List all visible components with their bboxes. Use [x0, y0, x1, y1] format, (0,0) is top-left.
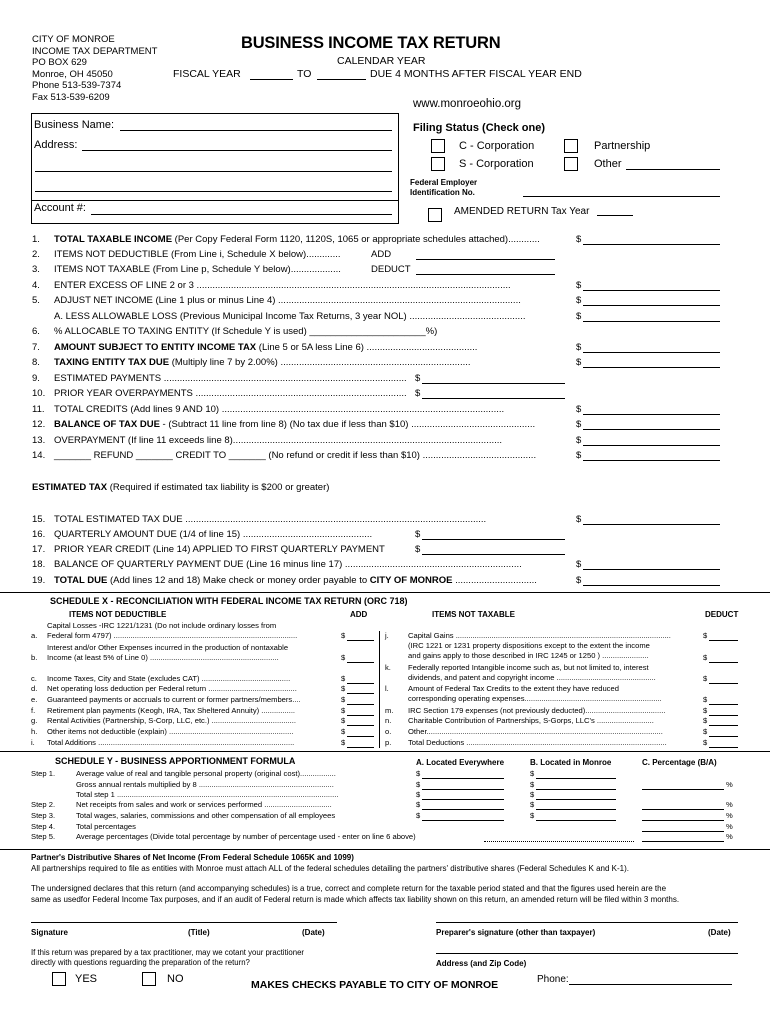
dollar-sign: $: [341, 716, 346, 725]
schedule-x-key: m.: [385, 706, 394, 715]
dollar-sign: $: [341, 727, 346, 736]
dollar-sign: $: [530, 780, 535, 789]
schedule-x-key: h.: [31, 727, 38, 736]
fiscal-year-label: FISCAL YEAR: [173, 68, 241, 80]
schedule-x-deduct-field[interactable]: [709, 640, 738, 641]
line-amount-field[interactable]: [583, 244, 720, 245]
dollar-sign: $: [416, 769, 421, 778]
schedule-y-item: Total step 1 .........................................................................................................: [76, 790, 339, 799]
line-19-field[interactable]: [583, 585, 720, 586]
col-c-header: C. Percentage (B/A): [642, 758, 717, 767]
schedule-x-key: p.: [385, 738, 392, 747]
line-operation: DEDUCT: [371, 264, 411, 275]
fiscal-year-end-field[interactable]: [317, 79, 366, 80]
partnership-label: Partnership: [594, 140, 651, 152]
schedule-x-item: Interest and/or Other Expenses incurred in the production of nontaxable: [47, 643, 289, 652]
schedule-x-item: Income (at least 5% of Line 0) .............................................................: [47, 653, 279, 662]
business-name-label: Business Name:: [34, 119, 115, 131]
preparer-signature-label: Preparer's signature (other than taxpayer): [436, 928, 596, 937]
percent-sign: %: [726, 811, 733, 820]
city-name: CITY OF MONROE: [32, 34, 115, 45]
col-b-header: B. Located in Monroe: [530, 758, 612, 767]
line-amount-field[interactable]: [583, 429, 720, 430]
dollar-sign: $: [703, 695, 708, 704]
line-amount-field[interactable]: [583, 305, 720, 306]
line-16-desc: QUARTERLY AMOUNT DUE (1/4 of line 15) .................................................: [54, 529, 373, 540]
schedule-x-item: Other items not deductible (explain) ...........................................................: [47, 727, 294, 736]
schedule-x-item: Rental Activities (Partnership, S-Corp, LLC, etc.) ........................................: [47, 716, 296, 725]
address-label: Address:: [34, 139, 78, 151]
line-amount-field[interactable]: [583, 445, 720, 446]
dollar-sign: $: [703, 716, 708, 725]
line-amount-field[interactable]: [583, 290, 720, 291]
schedule-x-key: j.: [385, 631, 389, 640]
percentage-field[interactable]: [642, 831, 724, 832]
located-in-monroe-field[interactable]: [536, 789, 616, 790]
schedule-x-divider: [379, 631, 380, 748]
city-state-zip: Monroe, OH 45050: [32, 68, 113, 80]
dept-name: INCOME TAX DEPARTMENT: [32, 45, 158, 57]
line-amount-field[interactable]: [583, 352, 720, 353]
schedule-x-item: Federal form 4797) .......................................................................................: [47, 631, 298, 640]
partner-shares-title: Partner's Distributive Shares of Net Income (From Federal Schedule 1065K and 1099): [31, 853, 354, 862]
amended-checkbox[interactable]: [428, 208, 442, 222]
yes-label: YES: [75, 973, 98, 985]
line-amount-field[interactable]: [422, 383, 565, 384]
schedule-x-deduct-field[interactable]: [709, 747, 738, 748]
fein-field[interactable]: [523, 196, 720, 197]
line-operation: ADD: [371, 249, 392, 260]
line-description: ENTER EXCESS OF LINE 2 or 3 .......................................................................................................................: [54, 280, 511, 291]
line-number: 10.: [32, 388, 46, 399]
schedule-x-item: Total Additions .............................................................................................: [47, 738, 295, 747]
dollar-sign: $: [416, 811, 421, 820]
schedule-x-key: c.: [31, 674, 37, 683]
located-in-monroe-field[interactable]: [536, 820, 616, 821]
line-number: 5.: [32, 295, 40, 306]
line-number: 13.: [32, 435, 46, 446]
percent-sign: %: [726, 800, 733, 809]
schedule-y-item: Average value of real and tangible personal property (original cost).................: [76, 769, 336, 778]
dollar-sign: $: [341, 695, 346, 704]
line-description: A. LESS ALLOWABLE LOSS (Previous Municipal Income Tax Returns, 3 year NOL) ............................................: [54, 311, 526, 322]
line-number: 4.: [32, 280, 40, 291]
located-everywhere-field[interactable]: [422, 789, 504, 790]
department-address: [32, 34, 157, 103]
located-in-monroe-field[interactable]: [536, 799, 616, 800]
dollar-sign: $: [703, 631, 708, 640]
percentage-field[interactable]: [642, 809, 724, 810]
schedule-x-item: dividends, and patent and copyright income ...............................................: [408, 673, 656, 682]
dollar-sign: $: [703, 706, 708, 715]
line-description: TOTAL TAXABLE INCOME (Per Copy Federal Form 1120, 1120S, 1065 or appropriate schedules attached)............: [54, 234, 540, 245]
dollar-sign: $: [703, 727, 708, 736]
deduct-header: DEDUCT: [705, 610, 739, 619]
line-description: OVERPAYMENT (If line 11 exceeds line 8)......................................................................................................: [54, 435, 503, 446]
dollar-sign: $: [576, 357, 582, 368]
calendar-year: CALENDAR YEAR: [337, 55, 426, 67]
s-corp-label: S - Corporation: [459, 158, 534, 170]
schedule-x-deduct-field[interactable]: [709, 683, 738, 684]
line-description: TAXING ENTITY TAX DUE (Multiply line 7 by 2.00%) ........................................................................: [54, 357, 471, 368]
dollar-sign: $: [416, 800, 421, 809]
partner-shares-text: All partnerships required to file as entities with Monroe must attach ALL of the federal schedules detailing the partners' distributive shares (Federal Schedules K and K-1).: [31, 864, 629, 873]
line-number: 9.: [32, 373, 40, 384]
dollar-sign: $: [341, 706, 346, 715]
schedule-x-key: o.: [385, 727, 392, 736]
percentage-field[interactable]: [642, 789, 724, 790]
dollar-sign: $: [530, 811, 535, 820]
schedule-x-key: l.: [385, 684, 389, 693]
schedule-x-item: IRC Section 179 expenses (not previously deducted)......................................: [408, 706, 666, 715]
dotted-leader: [484, 841, 634, 842]
dollar-sign: $: [530, 769, 535, 778]
schedule-x-item: Federally reported Intangible income such as, but not limited to, interest: [408, 663, 649, 672]
located-in-monroe-field[interactable]: [536, 778, 616, 779]
schedule-x-key: k.: [385, 663, 391, 672]
signature-label: Signature: [31, 928, 68, 937]
line-description: % ALLOCABLE TO TAXING ENTITY (If Schedule Y is used) ______________________%): [54, 326, 438, 337]
to-label: TO: [297, 68, 312, 80]
dollar-sign: $: [415, 373, 421, 384]
other-field[interactable]: [626, 169, 720, 170]
col-a-header: A. Located Everywhere: [416, 758, 505, 767]
form-title: BUSINESS INCOME TAX RETURN: [241, 34, 501, 52]
line-description: BALANCE OF TAX DUE - (Subtract 11 line from line 8) (No tax due if less than $10) ...............................................: [54, 419, 536, 430]
schedule-y-step: Step 4.: [31, 822, 56, 831]
schedule-x-deduct-field[interactable]: [709, 736, 738, 737]
schedule-x-item: Net operating loss deduction per Federal return ..........................................: [47, 684, 297, 693]
schedule-x-key: d.: [31, 684, 38, 693]
schedule-x-title: SCHEDULE X - RECONCILIATION WITH FEDERAL INCOME TAX RETURN (ORC 718): [50, 596, 408, 606]
add-header: ADD: [350, 610, 368, 619]
percent-sign: %: [726, 832, 733, 841]
filing-status-title: Filing Status (Check one): [413, 122, 546, 134]
line-description: ITEMS NOT TAXABLE (From Line p, Schedule Y below)...................: [54, 264, 341, 275]
dollar-sign: $: [530, 800, 535, 809]
dollar-sign: $: [576, 311, 582, 322]
line-number: 14.: [32, 450, 46, 461]
schedule-y-rule: [0, 751, 770, 752]
line-16-field[interactable]: [422, 539, 565, 540]
schedule-x-add-field[interactable]: [347, 715, 374, 716]
account-number-field[interactable]: [91, 214, 392, 215]
schedule-x-add-field[interactable]: [347, 736, 374, 737]
line-number: 2.: [32, 249, 40, 260]
address-line-1-field[interactable]: [82, 150, 392, 151]
dollar-sign: $: [530, 790, 535, 799]
line-amount-field[interactable]: [422, 398, 565, 399]
dollar-sign: $: [576, 419, 582, 430]
preparer-date-label: (Date): [708, 928, 731, 937]
declaration-line-2: same as usedfor Federal Income Tax purposes, and if an audit of Federal return is made which affects tax liability shown on this return, an amended return will be filed within 3 months.: [31, 895, 680, 904]
schedule-x-item: Income Taxes, City and State (excludes CAT) ..........................................: [47, 674, 291, 683]
schedule-x-item: corresponding operating expenses.................................................................: [408, 694, 662, 703]
dollar-sign: $: [703, 738, 708, 747]
preparer-phone-field[interactable]: [569, 984, 732, 985]
phone-label: Phone:: [537, 974, 569, 985]
dollar-sign: $: [576, 342, 582, 353]
s-corp-checkbox[interactable]: [431, 157, 445, 171]
line-number: 12.: [32, 419, 46, 430]
line-17-field[interactable]: [422, 554, 565, 555]
partnership-checkbox[interactable]: [564, 139, 578, 153]
schedule-y-item: Total percentages: [76, 822, 136, 831]
other-checkbox[interactable]: [564, 157, 578, 171]
fiscal-year-start-field[interactable]: [250, 79, 293, 80]
located-everywhere-field[interactable]: [422, 778, 504, 779]
footer-rule: [0, 849, 770, 850]
schedule-x-add-field[interactable]: [347, 747, 374, 748]
dollar-sign: $: [703, 674, 708, 683]
no-label: NO: [167, 973, 184, 985]
schedule-y-step: Step 1.: [31, 769, 56, 778]
due-note: DUE 4 MONTHS AFTER FISCAL YEAR END: [370, 68, 582, 80]
schedule-x-add-field[interactable]: [347, 662, 374, 663]
line-amount-field[interactable]: [583, 414, 720, 415]
schedule-x-add-field[interactable]: [347, 725, 374, 726]
dollar-sign: $: [415, 388, 421, 399]
schedule-x-add-field[interactable]: [347, 683, 374, 684]
schedule-y-step: Step 3.: [31, 811, 56, 820]
address-line-2-field[interactable]: [35, 171, 392, 172]
items-not-deductible-header: ITEMS NOT DEDUCTIBLE: [69, 610, 167, 619]
line-15-field[interactable]: [583, 524, 720, 525]
schedule-x-add-field[interactable]: [347, 640, 374, 641]
schedule-x-key: a.: [31, 631, 38, 640]
schedule-y-step: Step 5.: [31, 832, 56, 841]
amended-label: AMENDED RETURN Tax Year: [454, 206, 590, 217]
schedule-x-item: Capital Gains ......................................................................................................: [408, 631, 671, 640]
c-corp-label: C - Corporation: [459, 140, 535, 152]
schedule-x-add-field[interactable]: [347, 693, 374, 694]
practitioner-question-2: directly with questions reguarding the preparation of the return?: [31, 958, 250, 967]
yes-checkbox[interactable]: [52, 972, 66, 986]
address-line-3-field[interactable]: [35, 191, 392, 192]
dollar-sign: $: [341, 631, 346, 640]
schedule-x-item: Charitable Contribution of Partnerships, S-Gorps, LLC's ...........................: [408, 716, 654, 725]
line-number: 7.: [32, 342, 40, 353]
dollar-sign: $: [576, 234, 582, 245]
dollar-sign: $: [576, 280, 582, 291]
percent-sign: %: [726, 780, 733, 789]
located-everywhere-field[interactable]: [422, 820, 504, 821]
schedule-x-key: e.: [31, 695, 38, 704]
schedule-x-deduct-field[interactable]: [709, 704, 738, 705]
website: www.monroeohio.org: [413, 98, 522, 110]
checks-payable-note: MAKES CHECKS PAYABLE TO CITY OF MONROE: [251, 979, 499, 991]
schedule-y-title: SCHEDULE Y - BUSINESS APPORTIONMENT FORMULA: [55, 756, 296, 766]
dollar-sign: $: [341, 674, 346, 683]
schedule-y-item: Total wages, salaries, commissions and other compensation of all employees: [76, 811, 336, 820]
percentage-field[interactable]: [642, 820, 724, 821]
dollar-sign: $: [341, 738, 346, 747]
schedule-y-item: Average percentages (Divide total percentage by number of percentage used - enter on line 6 above): [76, 832, 416, 841]
line-number: 8.: [32, 357, 40, 368]
dollar-sign: $: [416, 780, 421, 789]
schedule-y-step: Step 2.: [31, 800, 56, 809]
schedule-x-deduct-field[interactable]: [709, 725, 738, 726]
account-label: Account #:: [34, 202, 86, 214]
line-amount-field[interactable]: [416, 259, 555, 260]
line-15-desc: TOTAL ESTIMATED TAX DUE ..................................................................................................................: [54, 514, 487, 525]
dollar-sign: $: [703, 653, 708, 662]
line-description: ESTIMATED PAYMENTS ............................................................................................: [54, 373, 407, 384]
fax-number: Fax 513-539-6209: [32, 91, 110, 103]
line-18-desc: BALANCE OF QUARTERLY PAYMENT DUE (Line 16 minus line 17) ...................................................................: [54, 559, 522, 570]
line-number: 11.: [32, 404, 45, 415]
schedule-x-deduct-field[interactable]: [709, 662, 738, 663]
preparer-signature-field[interactable]: [436, 922, 738, 923]
line-amount-field[interactable]: [583, 321, 720, 322]
estimated-tax-heading: ESTIMATED TAX (Required if estimated tax liability is $200 or greater): [32, 482, 330, 493]
schedule-x-item: Retirement plan payments (Keogh, IRA, Tax Sheltered Annuity) ................: [47, 706, 296, 715]
line-amount-field[interactable]: [416, 274, 555, 275]
line-17-desc: PRIOR YEAR CREDIT (Line 14) APPLIED TO FIRST QUARTERLY PAYMENT: [54, 544, 385, 555]
schedule-x-key: i.: [31, 738, 35, 747]
line-number: 6.: [32, 326, 40, 337]
percentage-field[interactable]: [642, 841, 724, 842]
schedule-x-item: Other................................................................................................................: [408, 727, 663, 736]
phone-number: Phone 513-539-7374: [32, 80, 122, 91]
amended-year-field[interactable]: [597, 215, 633, 216]
other-label: Other: [594, 158, 622, 170]
business-name-field[interactable]: [120, 130, 392, 131]
line-amount-field[interactable]: [583, 367, 720, 368]
schedule-y-item: Net receipts from sales and work or services performed ................................: [76, 800, 332, 809]
items-not-taxable-header: ITEMS NOT TAXABLE: [432, 610, 515, 619]
schedule-x-key: g.: [31, 716, 38, 725]
schedule-x-item: Guaranteed payments or accruals to current or former partners/members....: [47, 695, 301, 704]
line-description: AMOUNT SUBJECT TO ENTITY INCOME TAX (Line 5 or 5A less Line 6) ..........................................: [54, 342, 478, 353]
divider: [31, 200, 399, 201]
dollar-sign: $: [341, 653, 346, 662]
schedule-y-item: Gross annual rentals multiplied by 8 ................................................................: [76, 780, 334, 789]
dollar-sign: $: [576, 435, 582, 446]
schedule-x-item: Amount of Federal Tax Credits to the extent they have reduced: [408, 684, 619, 693]
line-description: TOTAL CREDITS (Add lines 9 AND 10) ...........................................................................................................: [54, 404, 505, 415]
dollar-sign: $: [576, 450, 582, 461]
schedule-x-deduct-field[interactable]: [709, 715, 738, 716]
po-box: PO BOX 629: [32, 57, 87, 68]
located-in-monroe-field[interactable]: [536, 809, 616, 810]
schedule-x-key: b.: [31, 653, 38, 662]
dollar-sign: $: [416, 790, 421, 799]
address-zip-label: Address (and Zip Code): [436, 959, 527, 968]
line-number: 3.: [32, 264, 40, 275]
dollar-sign: $: [576, 295, 582, 306]
schedule-x-item: Capital Losses -IRC 1221/1231 (Do not include ordinary losses from: [47, 621, 277, 630]
line-19-desc: TOTAL DUE (Add lines 12 and 18) Make check or money order payable to CITY OF MONROE ...............................: [54, 575, 537, 586]
c-corp-checkbox[interactable]: [431, 139, 445, 153]
line-15-num: 15.: [32, 514, 46, 525]
dollar-sign: $: [576, 404, 582, 415]
fein-label: Federal Employer Identification No.: [410, 178, 478, 197]
schedule-x-item: Total Deductions ...............................................................................................: [408, 738, 667, 747]
signature-date-label: (Date): [302, 928, 325, 937]
schedule-x-item: and gains apply to those described in IRC 1245 or 1250 ) ......................: [408, 651, 649, 660]
line-18-field[interactable]: [583, 569, 720, 570]
dollar-sign: $: [341, 684, 346, 693]
no-checkbox[interactable]: [142, 972, 156, 986]
schedule-x-rule: [0, 592, 770, 593]
schedule-x-item: (IRC 1221 or 1231 property dispositions except to the extent the income: [408, 641, 650, 650]
line-description: ITEMS NOT DEDUCTIBLE (From Line i, Schedule X below).............: [54, 249, 341, 260]
schedule-x-key: f.: [31, 706, 36, 715]
percent-sign: %: [726, 822, 733, 831]
line-amount-field[interactable]: [583, 460, 720, 461]
practitioner-question-1: If this return was prepared by a tax practitioner, may we cotant your practitioner: [31, 948, 305, 957]
located-everywhere-field[interactable]: [422, 799, 504, 800]
title-label: (Title): [188, 928, 210, 937]
preparer-address-field[interactable]: [436, 953, 738, 954]
line-description: _______ REFUND _______ CREDIT TO _______ (No refund or credit if less than $10) ...........................................: [54, 450, 537, 461]
located-everywhere-field[interactable]: [422, 809, 504, 810]
signature-field[interactable]: [31, 922, 337, 923]
line-description: PRIOR YEAR OVERPAYMENTS ................................................................................: [54, 388, 407, 399]
schedule-x-key: n.: [385, 716, 392, 725]
schedule-x-add-field[interactable]: [347, 704, 374, 705]
line-number: 1.: [32, 234, 40, 245]
declaration-line-1: The undersigned declares that this return (and accompanying schedules) is a true, correct and complete return for the taxable period stated and that the figures used herein are the: [31, 884, 667, 893]
line-description: ADJUST NET INCOME (Line 1 plus or minus Line 4) ............................................................................................: [54, 295, 521, 306]
